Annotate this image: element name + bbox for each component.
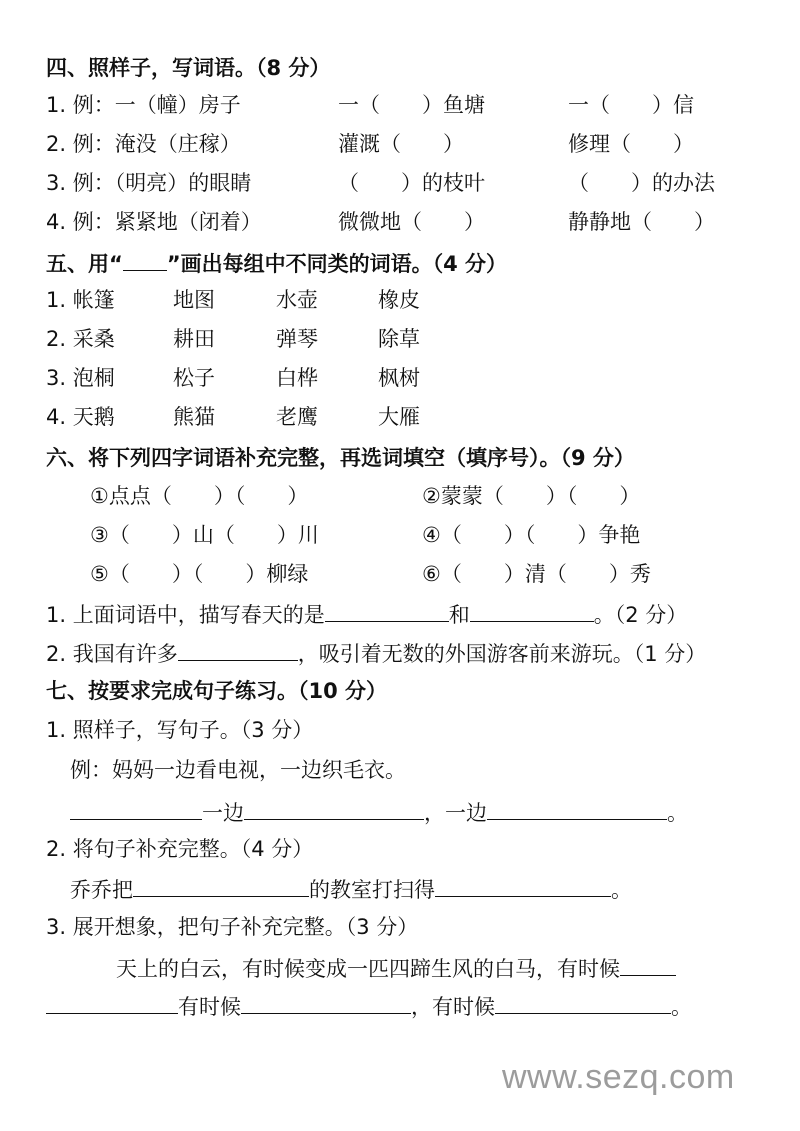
sec7-q2-title: 2. 将句子补充完整。（4 分） <box>46 837 314 861</box>
sec5-row-2-w1[interactable]: 2. 采桑 <box>46 327 115 351</box>
sec4-row-3-b: （ ）的办法 <box>568 171 715 195</box>
section-7-title: 七、按要求完成句子练习。（10 分） <box>46 679 388 703</box>
answer-blank-spring-1[interactable] <box>325 599 449 622</box>
answer-blank-cloud-1b[interactable] <box>46 991 178 1014</box>
answer-blank-subject[interactable] <box>70 797 202 820</box>
sec5-row-2-w4[interactable]: 除草 <box>378 327 420 351</box>
sec5-row-2-w2[interactable]: 耕田 <box>173 327 215 351</box>
section-4-title: 四、照样子，写词语。（8 分） <box>46 56 331 80</box>
idiom-4: ④（ ）（ ）争艳 <box>422 523 641 547</box>
answer-blank-cloud-3[interactable] <box>495 991 671 1014</box>
sec7-q3-title: 3. 展开想象，把句子补充完整。（3 分） <box>46 915 419 939</box>
idiom-5: ⑤（ ）（ ）柳绿 <box>90 562 309 586</box>
section-5-title: 五、用“ ”画出每组中不同类的词语。（4 分） <box>46 248 507 278</box>
sec4-row-1-example: 1. 例：一（幢）房子 <box>46 93 241 117</box>
answer-blank-action-1[interactable] <box>244 797 424 820</box>
answer-blank-scenery[interactable] <box>178 638 298 661</box>
sec4-row-4-example: 4. 例：紧紧地（闭着） <box>46 210 262 234</box>
section-6-title: 六、将下列四字词语补充完整，再选词填空（填序号）。（9 分） <box>46 446 635 470</box>
sec7-q3-line-2: 有时候 ，有时候 。 <box>46 991 692 1021</box>
sec7-q3-line-1: 天上的白云，有时候变成一匹四蹄生风的白马，有时候 <box>116 953 676 983</box>
idiom-1: ①点点（ ）（ ） <box>90 484 309 508</box>
sec5-row-3-w4[interactable]: 枫树 <box>378 366 420 390</box>
sec4-row-1-b: 一（ ）信 <box>568 93 694 117</box>
underline-sample <box>123 248 167 271</box>
sec4-row-1-a: 一（ ）鱼塘 <box>338 93 485 117</box>
sec5-row-4-w1[interactable]: 4. 天鹅 <box>46 405 115 429</box>
watermark: www.sezq.com <box>502 1058 735 1096</box>
answer-blank-action-2[interactable] <box>487 797 667 820</box>
sec7-q2-answer-line: 乔乔把 的教室打扫得 。 <box>70 874 632 904</box>
sec7-q1-title: 1. 照样子，写句子。（3 分） <box>46 718 314 742</box>
answer-blank-cloud-2[interactable] <box>241 991 411 1014</box>
sec4-row-2-a: 灌溉（ ） <box>338 132 464 156</box>
answer-blank-cloud-1a[interactable] <box>620 953 676 976</box>
sec5-row-1-w2[interactable]: 地图 <box>173 288 215 312</box>
answer-blank-classroom[interactable] <box>133 874 309 897</box>
sec4-row-3-a: （ ）的枝叶 <box>338 171 485 195</box>
sec6-question-1: 1. 上面词语中，描写春天的是 和 。（2 分） <box>46 599 687 629</box>
sec7-q1-answer-line: 一边 ，一边 。 <box>70 797 688 827</box>
sec4-row-4-a: 微微地（ ） <box>338 210 485 234</box>
sec4-row-2-b: 修理（ ） <box>568 132 694 156</box>
answer-blank-spring-2[interactable] <box>470 599 594 622</box>
sec5-row-3-w1[interactable]: 3. 泡桐 <box>46 366 115 390</box>
answer-blank-result[interactable] <box>435 874 611 897</box>
sec5-row-3-w3[interactable]: 白桦 <box>276 366 318 390</box>
sec5-row-4-w3[interactable]: 老鹰 <box>276 405 318 429</box>
sec5-row-1-w1[interactable]: 1. 帐篷 <box>46 288 115 312</box>
sec5-row-4-w2[interactable]: 熊猫 <box>173 405 215 429</box>
sec7-q1-example: 例：妈妈一边看电视，一边织毛衣。 <box>70 758 406 782</box>
sec5-row-1-w4[interactable]: 橡皮 <box>378 288 420 312</box>
sec5-row-1-w3[interactable]: 水壶 <box>276 288 318 312</box>
sec4-row-2-example: 2. 例：淹没（庄稼） <box>46 132 241 156</box>
sec4-row-4-b: 静静地（ ） <box>568 210 715 234</box>
sec5-row-3-w2[interactable]: 松子 <box>173 366 215 390</box>
idiom-3: ③（ ）山（ ）川 <box>90 523 319 547</box>
sec6-question-2: 2. 我国有许多 ，吸引着无数的外国游客前来游玩。（1 分） <box>46 638 706 668</box>
idiom-6: ⑥（ ）清（ ）秀 <box>422 562 651 586</box>
idiom-2: ②蒙蒙（ ）（ ） <box>422 484 641 508</box>
sec5-row-2-w3[interactable]: 弹琴 <box>276 327 318 351</box>
sec4-row-3-example: 3. 例：（明亮）的眼睛 <box>46 171 252 195</box>
sec5-row-4-w4[interactable]: 大雁 <box>378 405 420 429</box>
